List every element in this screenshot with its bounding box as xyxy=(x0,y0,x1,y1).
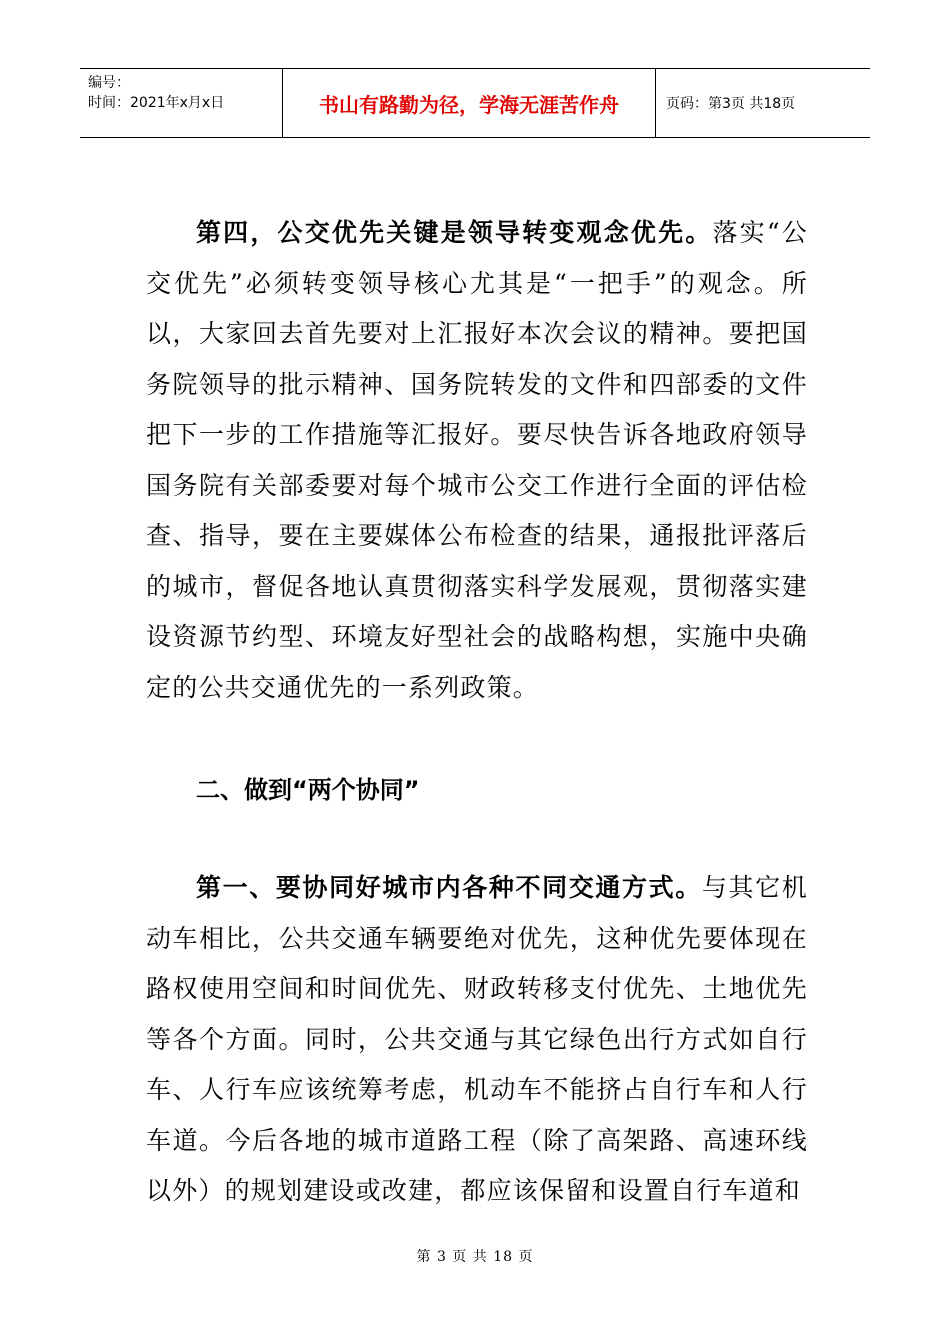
header-page-cell xyxy=(656,69,870,137)
page-footer: 第 3 页 共 18 页 xyxy=(416,1249,534,1265)
motto-text: 书山有路勤为径，学海无涯苦作舟 xyxy=(319,92,619,117)
document-body xyxy=(146,208,808,1217)
paragraph-first xyxy=(146,863,808,1217)
number-label: 编号： xyxy=(88,75,130,91)
section-title: 二、做到“两个协同” xyxy=(196,776,420,804)
header-table xyxy=(80,68,870,138)
paragraph-text: 落实“公交优先”必须转变领导核心尤其是“一把手”的观念。所以，大家回去首先要对上汇报好本次会议的精神。要把国务院领导的批示精神、国务院转发的文件和四部委的文件把下一步的工作措施等汇报好。要尽快告诉各地政府领导国务院有关部委要对每个城市公交工作进行全面的评估检查、指导，要在主要媒体公布检查的结果，通报批评落后的城市，督促各地认真贯彻落实科学发展观，贯彻落实建设资源节约型、环境友好型社会的战略构想，实施中央确定的公共交通优先的一系列政策。 xyxy=(146,218,808,702)
paragraph-fourth xyxy=(146,208,808,713)
paragraph-heading: 第一、要协同好城市内各种不同交通方式。 xyxy=(196,873,702,902)
date-label: 时间：2021年x月x日 xyxy=(88,95,225,111)
header-left-cell xyxy=(80,69,282,137)
header-motto-cell xyxy=(282,69,656,137)
paragraph-text: 与其它机动车相比，公共交通车辆要绝对优先，这种优先要体现在路权使用空间和时间优先、财政转移支付优先、土地优先等各个方面。同时，公共交通与其它绿色出行方式如自行车、人行车应该统筹考虑，机动车不能挤占自行车和人行车道。今后各地的城市道路工程（除了高架路、高速环线以外）的规划建设或改建，都应该保留和设置自行车道和 xyxy=(146,873,808,1205)
page-info: 页码：第3页 共18页 xyxy=(666,96,796,112)
paragraph-heading: 第四，公交优先关键是领导转变观念优先。 xyxy=(196,218,713,247)
